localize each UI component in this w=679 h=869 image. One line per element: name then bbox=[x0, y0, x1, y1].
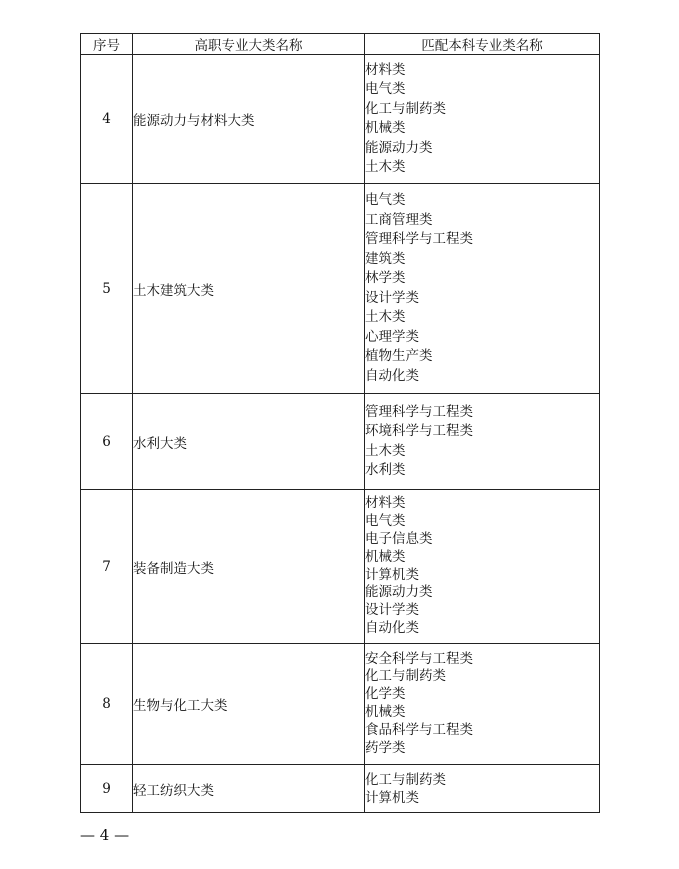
serial-no-cell: 5 bbox=[81, 184, 133, 394]
undergrad-category-item: 电气类 bbox=[365, 81, 406, 97]
undergrad-category-item: 机械类 bbox=[365, 120, 406, 136]
header-undergrad-category: 匹配本科专业类名称 bbox=[365, 34, 600, 55]
undergrad-category-item: 化工与制药类 bbox=[365, 100, 446, 117]
vocational-category-cell: 水利大类 bbox=[133, 394, 365, 490]
table-row bbox=[81, 55, 600, 184]
undergrad-category-item: 药学类 bbox=[365, 739, 406, 756]
table-row bbox=[81, 644, 600, 765]
serial-no-cell: 9 bbox=[81, 765, 133, 813]
table-row bbox=[81, 184, 600, 394]
undergrad-category-list bbox=[365, 184, 600, 394]
table-row bbox=[81, 394, 600, 490]
undergrad-category-item: 林学类 bbox=[365, 270, 406, 286]
undergrad-category-item: 心理学类 bbox=[365, 328, 419, 345]
undergrad-category-item: 水利类 bbox=[365, 462, 406, 478]
undergrad-category-item: 植物生产类 bbox=[365, 348, 433, 364]
serial-no-cell: 6 bbox=[81, 394, 133, 490]
undergrad-category-item: 土木类 bbox=[365, 309, 406, 325]
undergrad-category-item: 土木类 bbox=[365, 159, 406, 175]
serial-no-cell: 8 bbox=[81, 644, 133, 765]
undergrad-category-item: 能源动力类 bbox=[365, 584, 433, 601]
undergrad-category-item: 化工与制药类 bbox=[365, 771, 446, 788]
undergrad-category-list bbox=[365, 394, 600, 490]
table-header-row bbox=[81, 34, 600, 55]
vocational-category-cell: 土木建筑大类 bbox=[133, 184, 365, 394]
undergrad-category-item: 设计学类 bbox=[365, 602, 419, 619]
table-row bbox=[81, 490, 600, 644]
undergrad-category-item: 管理科学与工程类 bbox=[365, 403, 473, 420]
undergrad-category-list bbox=[365, 55, 600, 184]
undergrad-category-item: 电子信息类 bbox=[365, 530, 433, 547]
undergrad-category-item: 安全科学与工程类 bbox=[365, 650, 473, 667]
undergrad-category-item: 化工与制药类 bbox=[365, 668, 446, 685]
undergrad-category-item: 自动化类 bbox=[365, 367, 419, 384]
undergrad-category-item: 工商管理类 bbox=[365, 211, 433, 228]
undergrad-category-list bbox=[365, 490, 600, 644]
page-number: — 4 — bbox=[80, 826, 130, 844]
undergrad-category-list bbox=[365, 644, 600, 765]
undergrad-category-item: 计算机类 bbox=[365, 566, 419, 583]
vocational-category-cell: 生物与化工大类 bbox=[133, 644, 365, 765]
undergrad-category-item: 化学类 bbox=[365, 686, 406, 703]
serial-no-cell: 7 bbox=[81, 490, 133, 644]
vocational-category-cell: 轻工纺织大类 bbox=[133, 765, 365, 813]
undergrad-category-item: 设计学类 bbox=[365, 289, 419, 306]
undergrad-category-item: 自动化类 bbox=[365, 619, 419, 636]
undergrad-category-list bbox=[365, 765, 600, 813]
undergrad-category-item: 机械类 bbox=[365, 704, 406, 720]
serial-no-cell: 4 bbox=[81, 55, 133, 184]
undergrad-category-item: 计算机类 bbox=[365, 789, 419, 806]
undergrad-category-item: 机械类 bbox=[365, 548, 406, 565]
undergrad-category-item: 能源动力类 bbox=[365, 139, 433, 156]
major-matching-table bbox=[80, 33, 600, 813]
undergrad-category-item: 管理科学与工程类 bbox=[365, 231, 473, 247]
undergrad-category-item: 食品科学与工程类 bbox=[365, 721, 473, 738]
undergrad-category-item: 建筑类 bbox=[365, 250, 406, 267]
table-row bbox=[81, 765, 600, 813]
undergrad-category-item: 土木类 bbox=[365, 442, 406, 459]
vocational-category-cell: 能源动力与材料大类 bbox=[133, 55, 365, 184]
header-serial-no: 序号 bbox=[81, 34, 133, 55]
undergrad-category-item: 环境科学与工程类 bbox=[365, 423, 473, 439]
undergrad-category-item: 电气类 bbox=[365, 513, 406, 530]
undergrad-category-item: 电气类 bbox=[365, 192, 406, 208]
vocational-category-cell: 装备制造大类 bbox=[133, 490, 365, 644]
undergrad-category-item: 材料类 bbox=[365, 61, 406, 78]
undergrad-category-item: 材料类 bbox=[365, 495, 406, 512]
header-vocational-category: 高职专业大类名称 bbox=[133, 34, 365, 55]
